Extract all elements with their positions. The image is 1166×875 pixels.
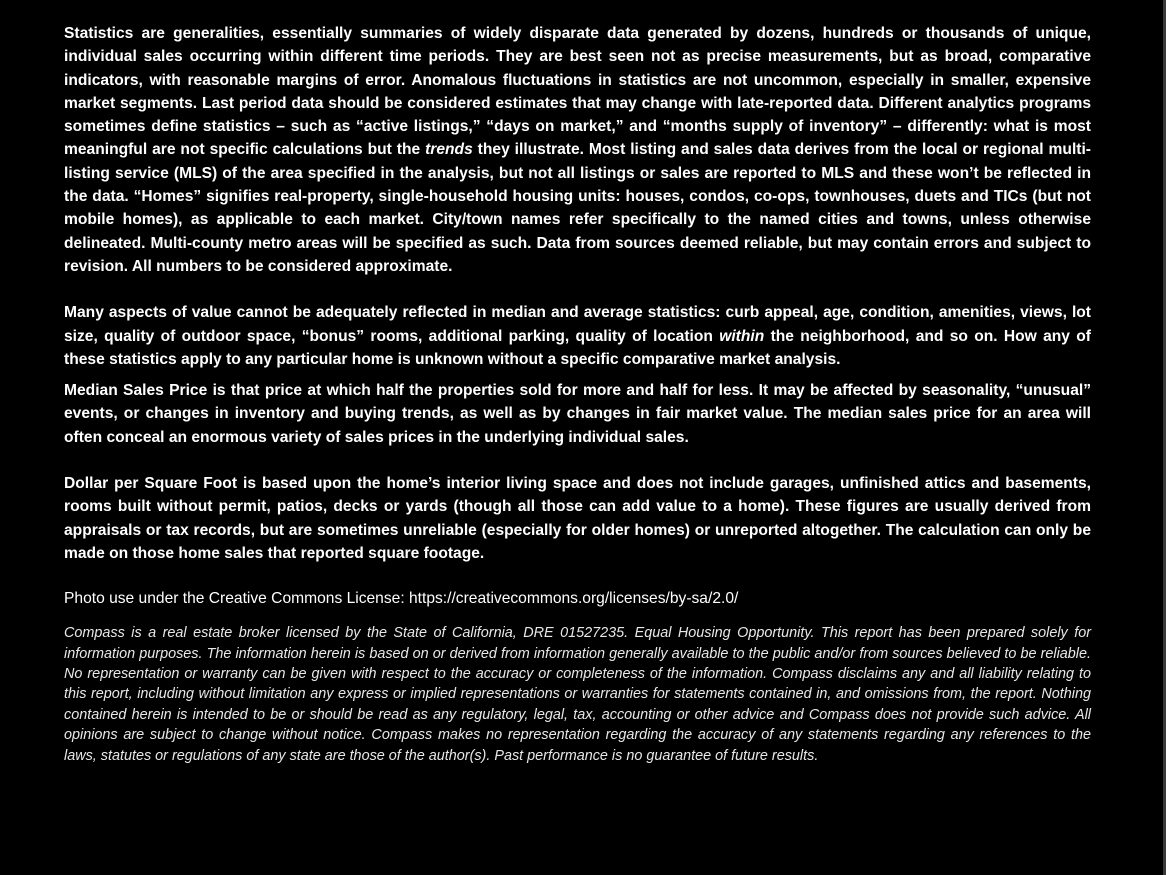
statistics-text-part-1: Statistics are generalities, essentially summaries of widely disparate data generated by dozens, hundreds or thousands of unique, individual sales occurring within different time periods. They are best seen not as precise measurements, but as broad, comparative indicators, with reasonable margins of error. Anomalous fluctuations in statistics are not uncommon, especially in smaller, expensive market segments. Last period data should be considered estimates that may change with late-reported data. Different analytics programs sometimes define statistics – such as “active listings,” “days on market,” and “months supply of inventory” – differently: what is most meaningful are not specific calculations but the — [64, 25, 1091, 159]
within-emphasis: within — [719, 327, 765, 345]
disclaimer-page — [64, 22, 1091, 766]
statistics-paragraph — [64, 22, 1091, 278]
dollar-per-square-foot-paragraph: Dollar per Square Foot is based upon the home’s interior living space and does not include garages, unfinished attics and basements, rooms built without permit, patios, decks or yards (though all those can add value to a home). These figures are usually derived from appraisals or tax records, but are sometimes unreliable (especially for older homes) or unreported altogether. The calculation can only be made on those home sales that reported square footage. — [64, 475, 1091, 562]
legal-disclaimer: Compass is a real estate broker licensed by the State of California, DRE 01527235. Equal Housing Opportunity. This report has been prepared solely for information purposes. The information herein is based on or derived from information generally available to the public and/or from sources believed to be reliable. No representation or warranty can be given with respect to the accuracy or completeness of the information. Compass disclaims any and all liability relating to this report, including without limitation any express or implied representations or warranties for statements contained in, and omissions from, the report. Nothing contained herein is intended to be or should be read as any regulatory, legal, tax, accounting or other advice and Compass does not provide such advice. All opinions are subject to change without notice. Compass makes no representation regarding the accuracy of any statements regarding any references to the laws, statutes or regulations of any state are those of the author(s). Past performance is no guarantee of future results. — [64, 625, 1091, 764]
value-aspects-paragraph — [64, 301, 1091, 371]
value-aspects-text-part-1: Many aspects of value cannot be adequately reflected in median and average statistics: curb appeal, age, condition, amenities, views, lot size, quality of outdoor space, “bonus” rooms, additional parking, quality of location — [64, 304, 1091, 345]
photo-license-line: Photo use under the Creative Commons License: https://creativecommons.org/licenses/by-sa/2.0/ — [64, 590, 739, 608]
median-sales-price-paragraph: Median Sales Price is that price at which half the properties sold for more and half for less. It may be affected by seasonality, “unusual” events, or changes in inventory and buying trends, as well as by changes in fair market value. The median sales price for an area will often conceal an enormous variety of sales prices in the underlying individual sales. — [64, 382, 1091, 446]
value-aspects-text-part-2: the neighborhood, and so on. How any of these statistics apply to any particular home is unknown without a specific comparative market analysis. — [64, 327, 1091, 368]
trends-emphasis: trends — [425, 141, 473, 159]
statistics-text-part-2: they illustrate. Most listing and sales data derives from the local or regional multi-listing service (MLS) of the area specified in the analysis, but not all listings or sales are reported to MLS and these won’t be reflected in the data. “Homes” signifies real-property, single-household housing units: houses, condos, co-ops, townhouses, duets and TICs (but not mobile homes), as applicable to each market. City/town names refer specifically to the named cities and towns, unless otherwise delineated. Multi-county metro areas will be specified as such. Data from sources deemed reliable, but may contain errors and subject to revision. All numbers to be considered approximate. — [64, 141, 1091, 275]
